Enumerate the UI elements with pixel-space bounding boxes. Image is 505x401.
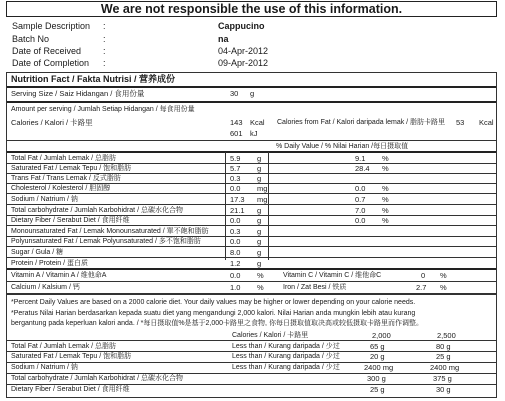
ref-label: Total carbohydrate / Jumlah Karbohidrat / 总碳水化合物 (11, 375, 183, 382)
vitamin-a-value: 0.0 (230, 271, 241, 280)
nutrient-value: 0.0 (230, 184, 241, 193)
nutrient-label: Protein / Protein / 蛋白质 (11, 260, 89, 267)
nutrient-unit: g (257, 206, 262, 215)
daily-value-header: % Daily Value / % Nilai Harian /每日摄取值 (276, 143, 409, 150)
sample-description-sep: : (103, 21, 106, 31)
vitamin-a-label: Vitamin A / Vitamin A / 维他命A (11, 272, 107, 279)
nutrient-label: Dietary Fiber / Serabut Diet / 食用纤维 (11, 217, 130, 224)
calories-fat-value: 53 (456, 118, 465, 127)
nutrient-label: Sodium / Natrium / 钠 (11, 196, 78, 203)
nutrient-label: Total carbohydrate / Jumlah Karbohidrat / 总碳水化合物 (11, 207, 183, 214)
nutrient-value: 5.7 (230, 164, 241, 173)
nutrient-dv-unit: % (382, 206, 389, 215)
ref-header-2000: 2,000 (372, 331, 391, 340)
nutrient-unit: g (257, 248, 262, 257)
nutrient-value: 0.3 (230, 227, 241, 236)
ref-label: Dietary Fiber / Serabut Diet / 食用纤维 (11, 386, 130, 393)
ref-v2000: 25 g (370, 385, 385, 394)
nutrient-value: 21.1 (230, 206, 245, 215)
serving-size-value: 30 (230, 89, 239, 98)
calories-fat-label: Calories from Fat / Kalori daripada lemak / 脂肪卡路里 (277, 119, 446, 126)
ref-v2500: 375 g (433, 374, 452, 383)
nutrient-label: Saturated Fat / Lemak Tepu / 饱和脂肪 (11, 165, 132, 172)
footnote-line-3: bergantung pada keperluan kalori anda. / *每日摄取值%是基于2,000卡路里之食物, 你每日摄取值取决高或较低摄取卡路里而作调整。 (11, 320, 423, 327)
sample-description-label: Sample Description (12, 21, 91, 31)
ref-v2500: 2400 mg (430, 363, 460, 372)
calcium-label: Calcium / Kalsium / 钙 (11, 284, 80, 291)
nutrient-label: Total Fat / Jumlah Lemak / 总脂肪 (11, 155, 117, 162)
vitamin-c-label: Vitamin C / Vitamin C / 维他命C (283, 272, 382, 279)
batch-no-label: Batch No (12, 34, 50, 44)
nutrient-value: 0.0 (230, 237, 241, 246)
nutrient-unit: mg (257, 195, 268, 204)
nutrient-unit: g (257, 259, 262, 268)
nutrient-unit: g (257, 237, 262, 246)
nutrient-dv-unit: % (382, 195, 389, 204)
ref-v2500: 25 g (436, 352, 451, 361)
nutrient-label: Sugar / Gula / 糖 (11, 249, 64, 256)
ref-v2000: 65 g (370, 342, 385, 351)
serving-size-label: Serving Size / Saiz Hidangan / 食用份量 (11, 89, 145, 98)
iron-value: 2.7 (416, 283, 427, 292)
nutrient-dv: 9.1 (355, 154, 366, 163)
nutrient-dv: 0.7 (355, 195, 366, 204)
footnote-line-1: *Percent Daily Values are based on a 2000 calorie diet. Your daily values may be higher or lower depending on your calorie needs. (11, 299, 416, 306)
ref-label: Sodium / Natrium / 钠 (11, 364, 78, 371)
ref-header-2500: 2,500 (437, 331, 456, 340)
nutrient-unit: g (257, 216, 262, 225)
date-received-value: 04-Apr-2012 (218, 46, 269, 56)
calcium-value: 1.0 (230, 283, 241, 292)
ref-v2000: 2400 mg (364, 363, 394, 372)
nutrient-dv: 7.0 (355, 206, 366, 215)
nutrient-dv-unit: % (382, 154, 389, 163)
nutrient-unit: g (257, 227, 262, 236)
ref-label: Total Fat / Jumlah Lemak / 总脂肪 (11, 343, 117, 350)
nutrient-value: 1.2 (230, 259, 241, 268)
calories-fat-unit: Kcal (479, 118, 494, 127)
nutrient-label: Trans Fat / Trans Lemak / 反式脂肪 (11, 175, 121, 182)
nutrient-dv: 0.0 (355, 216, 366, 225)
nutrient-unit: g (257, 164, 262, 173)
calories-label: Calories / Kalori / 卡路里 (11, 118, 93, 127)
ref-v2500: 30 g (436, 385, 451, 394)
nutrient-value: 8.0 (230, 248, 241, 257)
nutrient-value: 0.3 (230, 174, 241, 183)
date-completion-label: Date of Completion (12, 58, 90, 68)
nutrient-value: 5.9 (230, 154, 241, 163)
nutrient-label: Polyunsaturated Fat / Lemak Polyunsaturated / 多不饱和脂肪 (11, 238, 201, 245)
calories-kj-value: 601 (230, 129, 243, 138)
ref-v2000: 20 g (370, 352, 385, 361)
vitamin-c-value: 0 (421, 271, 426, 280)
batch-no-value: na (218, 34, 229, 44)
nutrient-value: 0.0 (230, 216, 241, 225)
serving-size-unit: g (250, 89, 255, 98)
ref-limit: Less than / Kurang daripada / 少过 (232, 364, 340, 371)
calcium-unit: % (257, 283, 264, 292)
nutrient-value: 17.3 (230, 195, 245, 204)
calories-kj-unit: kJ (250, 129, 258, 138)
vitamin-a-unit: % (257, 271, 264, 280)
nutrient-label: Cholesterol / Kolesterol / 胆固醇 (11, 185, 111, 192)
calories-kcal-unit: Kcal (250, 118, 265, 127)
nutrient-dv-unit: % (382, 164, 389, 173)
calories-kcal-value: 143 (230, 118, 243, 127)
ref-limit: Less than / Kurang daripada / 少过 (232, 353, 340, 360)
nutrient-dv-unit: % (382, 184, 389, 193)
vitamin-c-unit: % (440, 271, 447, 280)
nutrient-unit: mg (257, 184, 268, 193)
ref-limit: Less than / Kurang daripada / 少过 (232, 343, 340, 350)
sample-description-value: Cappucino (218, 21, 265, 31)
amount-per-serving-label: Amount per serving / Jumlah Setiap Hidangan / 每食用份量 (11, 106, 195, 113)
nutrient-dv: 28.4 (355, 164, 370, 173)
date-received-label: Date of Received (12, 46, 82, 56)
ref-v2000: 300 g (367, 374, 386, 383)
nutrient-unit: g (257, 174, 262, 183)
nutrient-unit: g (257, 154, 262, 163)
date-completion-value: 09-Apr-2012 (218, 58, 269, 68)
nutrient-label: Monounsaturated Fat / Lemak Monounsaturated / 單不飽和脂肪 (11, 228, 209, 235)
iron-label: Iron / Zat Besi / 铁质 (283, 284, 347, 291)
footnote-line-2: *Peratus Nilai Harian berdasarkan kepada suatu diet yang mengandungi 2,000 kalori. Nilai Harian anda mungkin lebih atau kurang (11, 310, 416, 317)
batch-no-sep: : (103, 34, 106, 44)
date-completion-sep: : (103, 58, 106, 68)
ref-header-label: Calories / Kalori / 卡路里 (232, 332, 309, 339)
date-received-sep: : (103, 46, 106, 56)
nutrient-dv-unit: % (382, 216, 389, 225)
iron-unit: % (440, 283, 447, 292)
nutrient-dv: 0.0 (355, 184, 366, 193)
ref-label: Saturated Fat / Lemak Tepu / 饱和脂肪 (11, 353, 132, 360)
disclaimer-banner: We are not responsible the use of this information. (6, 1, 497, 17)
ref-v2500: 80 g (436, 342, 451, 351)
nutrition-title: Nutrition Fact / Fakta Nutrisi / 营养成份 (11, 74, 176, 84)
